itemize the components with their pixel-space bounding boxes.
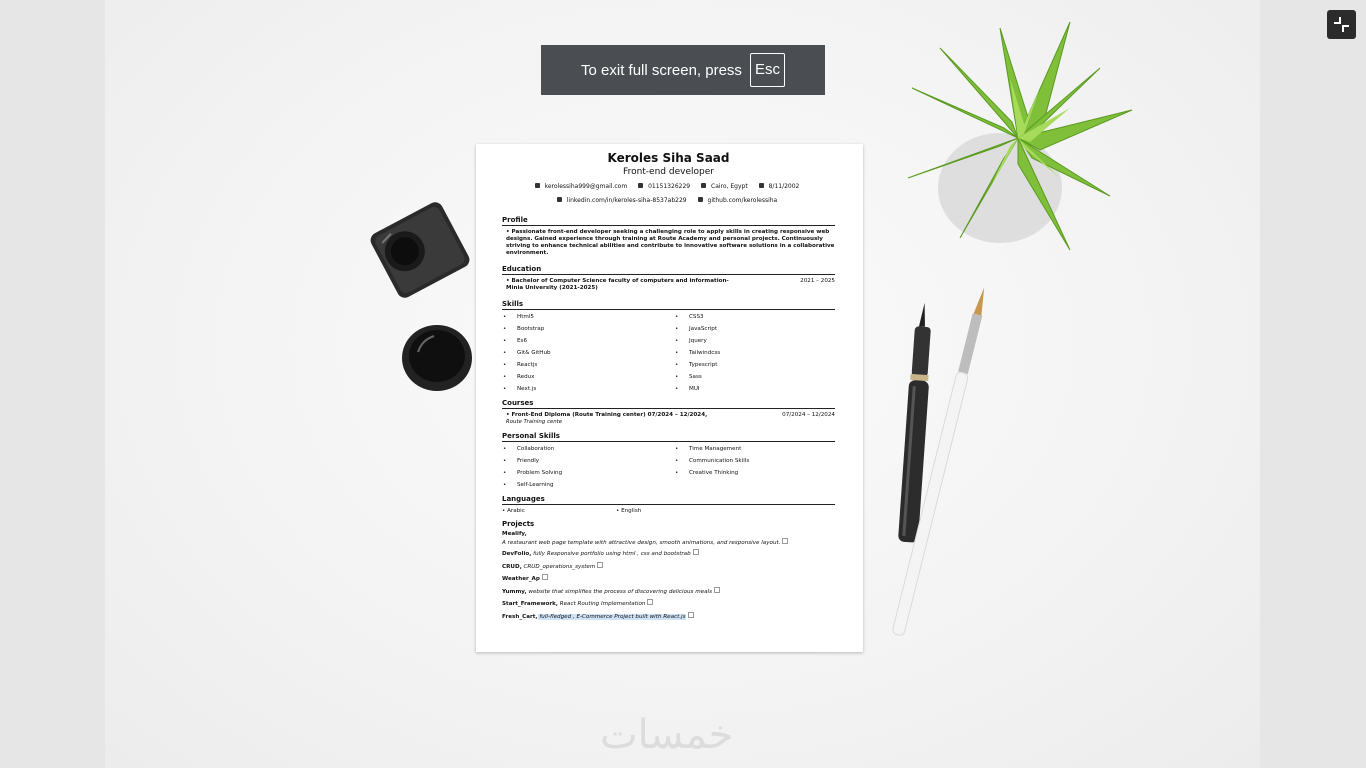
linkedin-icon <box>557 197 562 202</box>
education-date: 2021 – 2025 <box>800 278 835 284</box>
contact-line-1 <box>502 183 835 191</box>
contact-linkedin: linkedin.com/in/keroles-siha-8537ab229 <box>566 197 687 204</box>
list-item: • Collaboration <box>502 443 674 455</box>
external-link-icon <box>782 538 788 544</box>
collapse-icon <box>1327 10 1356 39</box>
list-item: • Typescript <box>674 359 835 371</box>
list-item: • Git& GitHub <box>502 347 674 359</box>
education-section <box>502 265 835 292</box>
fullscreen-toast <box>541 45 825 95</box>
list-item: • Problem Solving <box>502 467 674 479</box>
languages-section <box>502 495 835 515</box>
list-item: • Jquery <box>674 335 835 347</box>
project-item[interactable]: Fresh_Cart, full-fledged , E-Commerce Project built with React.js <box>502 611 835 624</box>
external-link-icon <box>597 562 603 568</box>
project-item[interactable]: Mealify, <box>502 531 527 537</box>
external-link-icon <box>714 587 720 593</box>
paint-brush-image <box>880 282 990 642</box>
list-item: • Communication Skills <box>674 455 835 467</box>
section-title: Profile <box>502 216 835 226</box>
project-item[interactable]: Weather_Ap <box>502 573 835 586</box>
project-item[interactable]: Start_Framework, React Routing Implementation <box>502 598 835 611</box>
list-item: • Tailwindcss <box>674 347 835 359</box>
list-item: • JavaScript <box>674 323 835 335</box>
skills-list <box>502 311 835 395</box>
course-sub: Route Training cente <box>506 419 563 425</box>
email-icon <box>535 183 540 188</box>
succulent-plant-image <box>900 18 1136 258</box>
list-item: • Creative Thinking <box>674 467 835 479</box>
project-item[interactable]: A restaurant web page template with attractive design, smooth animations, and responsive layout. <box>502 538 835 548</box>
projects-section <box>502 520 835 624</box>
contact-phone: 01151326229 <box>648 183 691 190</box>
list-item: • Next.js <box>502 383 674 395</box>
external-link-icon <box>688 612 694 618</box>
resume-document <box>476 144 863 652</box>
location-icon <box>701 183 706 188</box>
ink-cap-image <box>400 322 474 392</box>
external-link-icon <box>693 549 699 555</box>
profile-text: • Passionate front-end developer seeking a challenging role to apply skills in creating responsive web designs. Gained experience through training at Route Academy and personal projects. Continuously striving to enhance technical abilities and contribute to innovative software solutions in a collaborative environment. <box>506 229 835 256</box>
contact-email: kerolessiha999@gmail.com <box>544 183 628 190</box>
phone-icon <box>638 183 643 188</box>
section-title: Courses <box>502 399 835 409</box>
section-title: Projects <box>502 520 535 528</box>
language-item: • Arabic <box>502 508 525 514</box>
language-item: • English <box>616 508 642 514</box>
project-item[interactable]: Yummy, website that simplifies the process of discovering delicious meals <box>502 586 835 599</box>
ink-bottle-image <box>362 196 478 304</box>
project-item[interactable]: DevFolio, fully Responsive portfolio using html , css and bootstrab <box>502 548 835 561</box>
list-item: • Self-Learning <box>502 479 674 491</box>
contact-github: github.com/kerolessiha <box>707 197 778 204</box>
list-item: • Es6 <box>502 335 674 347</box>
project-item[interactable]: CRUD, CRUD_operations_system <box>502 561 835 574</box>
github-icon <box>698 197 703 202</box>
personal-skills-list <box>502 443 835 491</box>
course-entry: • Front-End Diploma (Route Training center) 07/2024 – 12/2024, <box>506 412 708 418</box>
section-title: Skills <box>502 300 835 310</box>
projects-list <box>502 530 835 624</box>
list-item: • Html5 <box>502 311 674 323</box>
section-title: Education <box>502 265 835 275</box>
resume-role: Front-end developer <box>623 167 714 177</box>
list-item: • Reactjs <box>502 359 674 371</box>
courses-section <box>502 399 835 426</box>
esc-key-badge: Esc <box>750 53 785 87</box>
contact-birth: 8/11/2002 <box>768 183 800 190</box>
contact-location: Cairo, Egypt <box>711 183 748 190</box>
course-date: 07/2024 – 12/2024 <box>782 412 835 418</box>
section-title: Personal Skills <box>502 432 835 442</box>
list-item: • Sass <box>674 371 835 383</box>
list-item: • CSS3 <box>674 311 835 323</box>
list-item: • Friendly <box>502 455 674 467</box>
external-link-icon <box>647 599 653 605</box>
profile-section <box>502 216 835 257</box>
resume-name: Keroles Siha Saad <box>607 151 730 165</box>
list-item: • Time Management <box>674 443 835 455</box>
section-title: Languages <box>502 495 835 505</box>
list-item: • MUI <box>674 383 835 395</box>
exit-fullscreen-button[interactable] <box>1327 10 1356 39</box>
calendar-icon <box>759 183 764 188</box>
skills-section <box>502 300 835 395</box>
list-item: • Bootstrap <box>502 323 674 335</box>
personal-skills-section <box>502 432 835 491</box>
contact-line-2 <box>502 197 835 205</box>
watermark-logo: خمسات <box>600 712 734 758</box>
education-entry: • Bachelor of Computer Science faculty of computers and information-Minia University (2021-2025) <box>506 278 729 291</box>
external-link-icon <box>542 574 548 580</box>
toast-message: To exit full screen, press <box>581 61 742 79</box>
list-item: • Redux <box>502 371 674 383</box>
